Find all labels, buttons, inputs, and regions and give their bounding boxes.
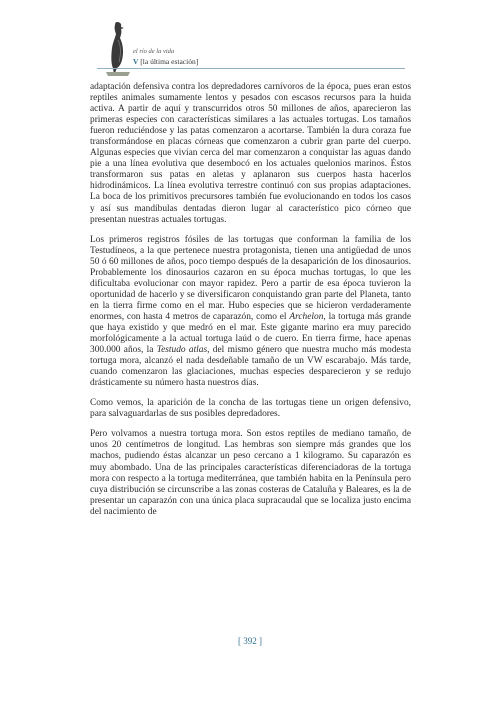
section-title-bracket-close: ]	[195, 57, 199, 66]
text-run: , del mismo género que nuestra mucho más modesta tortuga mora, alcanzó el nada desdeñable tamaño de un VW escarabajo. Más tarde, cuando comenzaron las glaciaciones, muchas especies desparecieron y se redujo drásticamente su número hasta nuestros días.	[90, 345, 412, 389]
page-header	[0, 0, 500, 90]
italic-term: Testudo atlas	[156, 345, 208, 356]
body-text	[90, 82, 411, 527]
section-title-bracket-open: [	[140, 57, 143, 66]
text-run: Los primeros registros fósiles de las tortugas que conforman la familia de los Testudíneos, a la que pertenece nuestra protagonista, tienen una antigüedad de unos 50 ó 60 millones de años, poco tiempo después de la desaparición de los dinosaurios. Probablemente los dinosaurios cazaron en su época muchas tortugas, lo que les dificultaba evolucionar con mayor rapidez. Pero a partir de esa época tuvieron la oportunidad de hacerlo y se diversificaron conquistando gran parte del Planeta, tanto en la tierra firme como en el mar. Hubo especies que se hicieron verdaderamente enormes, con hasta 4 metros de caparazón, como el	[90, 234, 411, 322]
page-number: [ 392 ]	[238, 636, 262, 646]
text-run: adaptación defensiva contra los depredadores carnívoros de la época, pues eran estos reptiles animales sumamente lentos y pesados con escasos recursos para la huida activa. A partir de aquí y transcurridos otros 50 millones de años, aparecieron las primeras especies con características similares a las actuales tortugas. Los tamaños fueron reduciéndose y las patas comenzaron a acortarse. También la dura coraza fue transformándose en placas córneas que comenzaron a cubrir gran parte del cuerpo. Algunas especies que vivían cerca del mar comenzaron a conquistar las aguas dando pie a una línea evolutiva que desembocó en los actuales quelonios marinos. Éstos transformaron sus patas en aletas y aplanaron sus cuerpos hasta hacerlos hidrodinámicos. La línea evolutiva terrestre continuó con sus propias adaptaciones. La boca de los primitivos precursores también fue evolucionando en todos los casos y así sus mandíbulas dentadas dieron lugar al característico pico córneo que presentan nuestras actuales tortugas.	[90, 82, 411, 225]
header-rule	[97, 68, 405, 69]
italic-term: Archelon	[289, 311, 324, 322]
text-run: Pero volvamos a nuestra tortuga mora. Son estos reptiles de mediano tamaño, de unos 20 centímetros de longitud. Las hembras son siempre más grandes que los machos, pudiendo éstas alcanzar un peso cercano a 1 kilogramo. Su caparazón es muy abombado. Una de las principales características diferenciadoras de la tortuga mora con respecto a la tortuga mediterránea, que también habita en la Península pero cuya distribución se circunscribe a las zonas costeras de Cataluña y Baleares, es la de presentar un caparazón con una única placa supracaudal que se localiza justo encima del nacimiento de	[90, 429, 411, 517]
paragraph	[90, 398, 411, 420]
text-run: , la tortuga más grande que haya existido y que medró en el mar. Este gigante marino era muy parecido morfológicamente a la actual tortuga laúd o de cuero. En tierra firme, hace apenas 300.000 años, la	[90, 311, 411, 356]
paragraph	[90, 429, 411, 517]
paragraph	[90, 235, 411, 390]
section-title: la última estación	[142, 57, 196, 66]
text-run: Como vemos, la aparición de la concha de las tortugas tiene un origen defensivo, para salvaguardarlas de sus posibles depredadores.	[90, 398, 411, 420]
series-title: el río de la vida	[133, 48, 175, 55]
section-heading	[133, 57, 198, 66]
section-number: V	[133, 57, 139, 66]
paragraph	[90, 82, 411, 226]
